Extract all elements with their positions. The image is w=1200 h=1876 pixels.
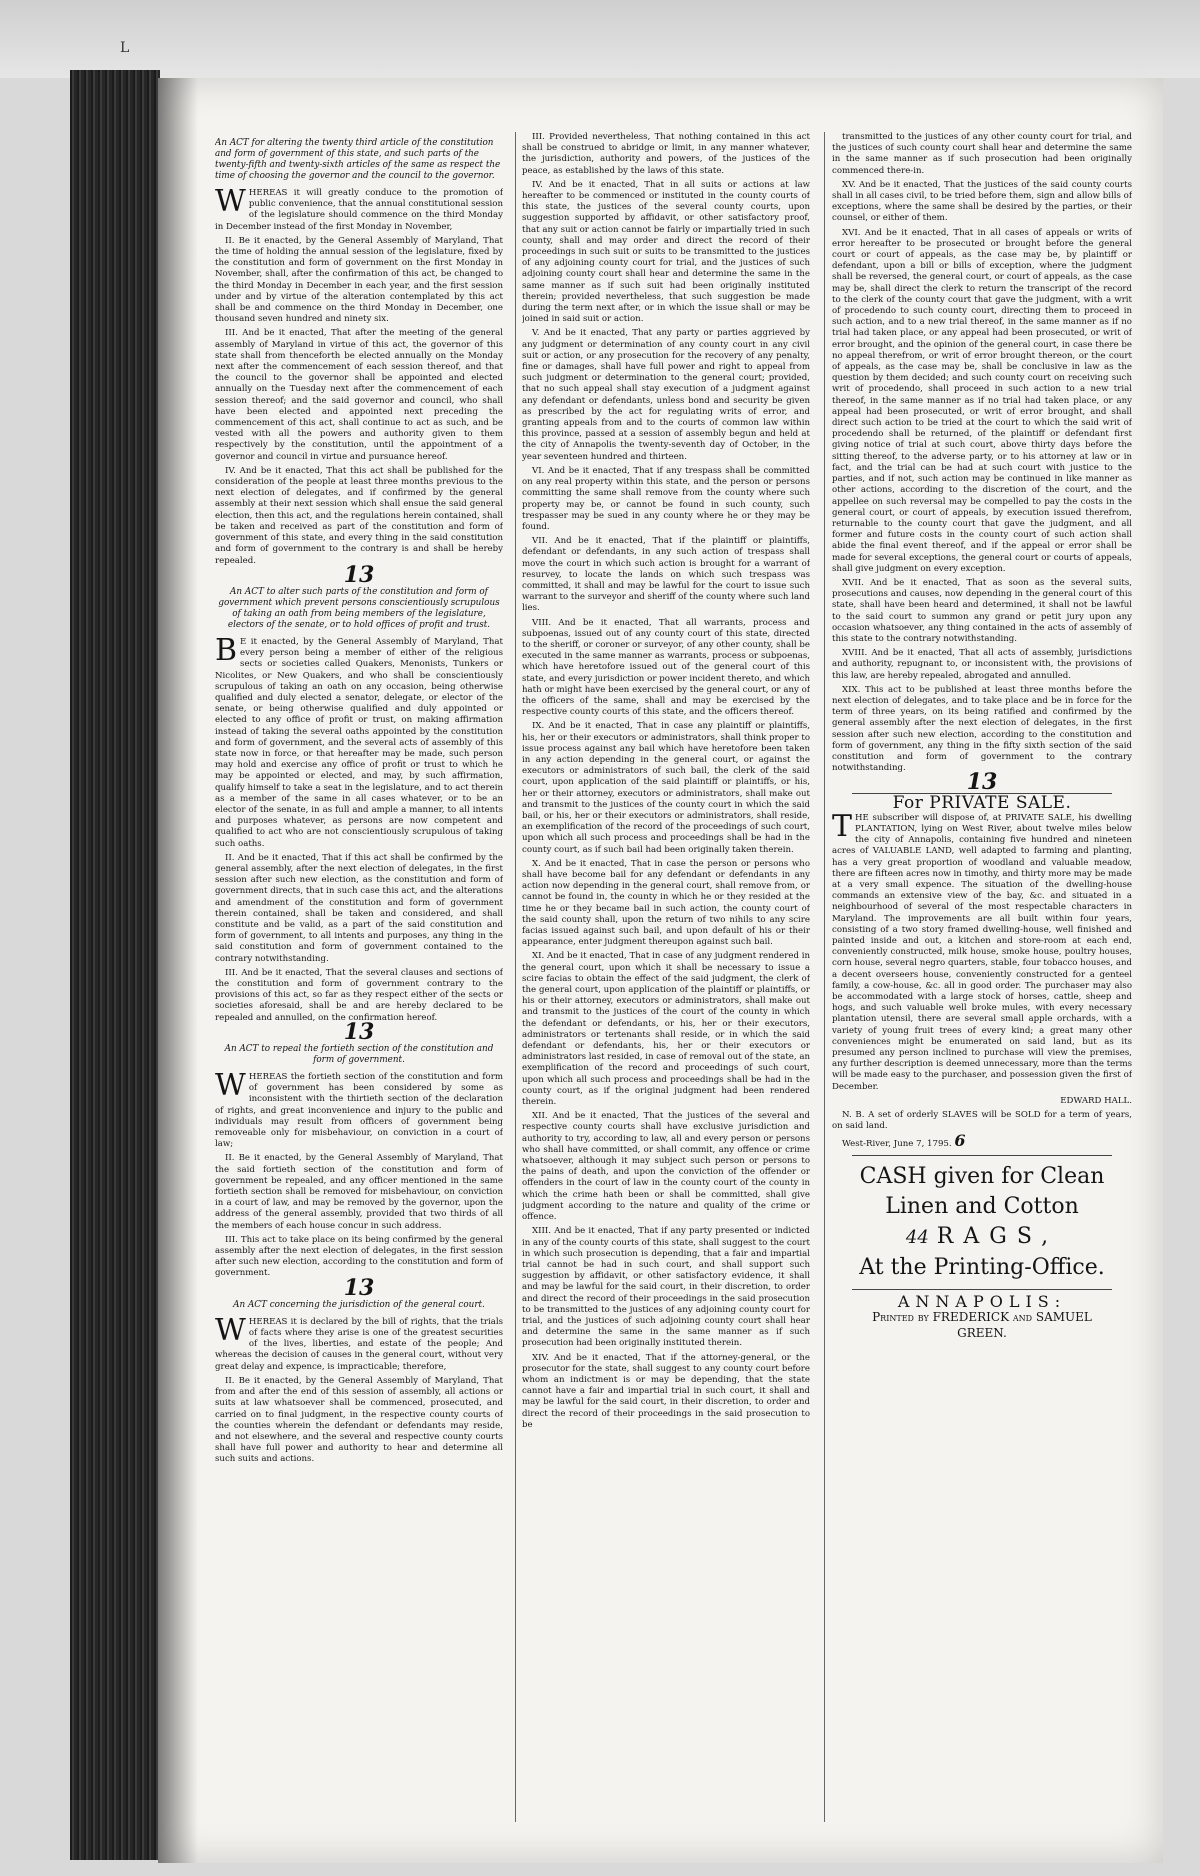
section: XII. And be it enacted, That the justices of the several and respective county courts shall have exclusive jurisdiction and authority to try, according to law, all and every person or persons who shall have committed, or shall commit, any offence or crime whatsoever, although it may subject such person or persons to the pains of death, and upon the conviction of the offender or offenders in the court of law in the county court of the county in which the crime hath been or shall be committed, shall give judgment according to the nature and quality of the crime or offence.: [522, 1111, 810, 1223]
act-title: An ACT to repeal the fortieth section of the constitution and form of government.: [224, 1044, 494, 1066]
section: IV. And be it enacted, That in all suits or actions at law hereafter to be commenced or instituted in the county courts of this state, the justices of the several county courts, upon suggestion supported by affidavit, or other satisfactory proof, that any suit or action cannot be fairly or impartially tried in such county, shall and may order and direct the record of their proceedings in such suit or suits to be transmitted to the justices of any adjoining county court for trial, and the justices of such adjoining county court shall hear and determine the same in the same manner as if such suit had been originally instituted therein; provided nevertheless, that such suggestion be made during the term next after, or in which the issue shall or may be joined in said suit or action.: [522, 179, 810, 325]
section: X. And be it enacted, That in case the person or persons who shall have become bail for any defendant or defendants in any action now depending in the general court, shall remove from, or cannot be found in, the county in which he or they resided at the time he or they became bail in such action, the county court of the said county shall, upon the return of two nihils to any scire facias issued against such bail, and upon default of his or their appearance, enter judgment thereupon against such bail.: [522, 858, 810, 948]
cash-line: At the Printing-Office.: [859, 1254, 1105, 1280]
column-rule-1: [515, 132, 516, 1822]
section: XVIII. And be it enacted, That all acts of assembly, jurisdictions and authority, repugnant to, or inconsistent with, the provisions of this law, are hereby repealed, abrogated and annulled.: [832, 648, 1132, 681]
cash-line: CASH given for Clean: [859, 1163, 1105, 1189]
preamble: WHEREAS the fortieth section of the constitution and form of government has been considered by some as inconsistent with the thirtieth section of the declaration of rights, and great inconvenience and injury to the public and individuals may result from officers of government being removeable only for misbehaviour, on conviction in a court of law;: [215, 1068, 503, 1150]
section: II. Be it enacted, by the General Assembly of Maryland, That the said fortieth section of the constitution and form of government be repealed, and any officer mentioned in the same fortieth section shall be removed for misbehaviour, on conviction in a court of law, and may be removed by the governor, upon the address of the general assembly, provided that two thirds of all the members of each house concur in such address.: [215, 1153, 503, 1231]
section: II. Be it enacted, by the General Assembly of Maryland, That from and after the end of this session of assembly, all actions or suits at law whatsoever shall be commenced, prosecuted, and carried on to final judgment, in the respective county courts of the counties wherein the defendant or defendants may reside, and not elsewhere, and the several and respective county courts shall have full power and authority to hear and determine all such suits and actions.: [215, 1375, 503, 1465]
sale-advertisement: THE subscriber will dispose of, at PRIVATE SALE, his dwelling PLANTATION, lying on West River, about twelve miles below the city of Annapolis, containing five hundred and nineteen acres of VALUABLE LAND, well adapted to farming and planting, has a very great proportion of woodland and valuable meadow, there are fifteen acres now in timothy, and thirty more may be made at a very small expence. The situation of the dwelling-house commands an extensive view of the bay, &c. and situated in a neighbourhood of several of the most respectable characters in Maryland. The improvements are all built within four years, consisting of a two story framed dwelling-house, well finished and painted inside and out, a kitchen and store-room at each end, conveniently constructed, milk house, smoke house, poultry houses, corn house, several negro quarters, stable, four tobacco houses, and a decent overseers house, conveniently constructed for a genteel family, a cow-house, &c. all in good order. The purchaser may also be accommodated with a large stock of horses, cattle, sheep and hogs, and such valuable well broke mules, with every necessary plantation utensil, there are several small apple orchards, with a variety of young fruit trees of every kind; a great many other conveniences might be enumerated on said land, but as its presumed any person inclined to purchase will view the premises, any further description is deemed unnecessary, more than the terms will be made easy to the purchaser, and possession given the first of December.: [832, 808, 1132, 1092]
section: V. And be it enacted, That any party or parties aggrieved by any judgment or determination of any county court in any civil suit or action, or any prosecution for the recovery of any penalty, fine or damages, shall have full power and right to appeal from such judgment or determination to the general court; provided, that no such appeal shall stay execution of a judgment against any defendant or defendants, unless bond and security be given as prescribed by the act for regulating writs of error, and granting appeals from and to the courts of common law within this province, passed at a session of assembly begun and held at the city of Annapolis the twenty-seventh day of October, in the year seventeen hundred and thirteen.: [522, 328, 810, 462]
section: XVI. And be it enacted, That in all cases of appeals or writs of error hereafter to be prosecuted or brought before the general court or court of appeals, as the case may be, by plaintiff or defendant, upon a bill or bills of exception, where the judgment shall be reversed, the general court, or court of appeals, as the case may be, shall direct the clerk to return the transcript of the record to the clerk of the county court that gave the judgment, with a writ of procedendo to such county court, directing them to proceed in such action, and to a new trial thereof, in the same manner as if no trial had taken place, or any appeal had been prosecuted, or writ of error brought, and the opinion of the general court, in case there be no appeal therefrom, or writ of error brought thereon, or the court of appeals, as the case may be, shall be conclusive in law as the question by them decided; and such county court on receiving such writ of procedendo, shall proceed in such action to a new trial thereof, in the same manner as if no trial had taken place, or any appeal had been prosecuted, or writ of error brought, and shall direct such action to be tried at the court to which the said writ of procedendo shall be returned, of the plaintiff or defendant first giving notice of trial at such court, above thirty days before the sitting thereof, to the adverse party, or to his attorney at law or in fact, and the trial can be had at such court with justice to the parties, and if not, such action may be continued in like manner as other actions, according to the discretion of the court, and the appellee on such reversal may be compelled to pay the costs in the general court, or court of appeals, by execution issued therefrom, returnable to the county court that gave the judgment, and all former and future costs in the county court of such action shall abide the final event thereof, and if the appeal or error shall be made for several exceptions, the general court or courts of appeals, shall give judgment on every exception.: [832, 227, 1132, 574]
preamble: WHEREAS it is declared by the bill of rights, that the trials of facts where they arise is one of the greatest securities of the lives, liberties, and estate of the people; And whereas the decision of causes in the general court, without very great delay and expence, is impracticable; therefore,: [215, 1312, 503, 1372]
preamble: WHEREAS it will greatly conduce to the promotion of public convenience, that the annual constitutional session of the legislature should commence on the third Monday in December instead of the first Monday in November,: [215, 184, 503, 232]
book-binding: [70, 70, 160, 1860]
imprint-printer: GREEN.: [957, 1325, 1007, 1340]
handwritten-mark: 13: [343, 1274, 375, 1301]
advertiser-name: EDWARD HALL.: [1060, 1095, 1132, 1106]
section: IX. And be it enacted, That in case any plaintiff or plaintiffs, his, her or their executors or administrators, shall think proper to issue process against any bail which have heretofore been taken in any action depending in the general court, or against the executors or administrators of such bail, the clerk of the said court, upon application of the said plaintiff or plaintiffs, or his, her or their attorney, executors or administrators, shall make out and transmit to the justices of the county court in which the said bail, or his, her or their executors or administrators, shall reside, an exemplification of the record of the proceedings of such court, upon which all such process and proceedings shall be had in the county court, as if such bail had been originally taken therein.: [522, 721, 810, 855]
column-3: [832, 132, 1132, 1846]
section: IV. And be it enacted, That this act shall be published for the consideration of the people at least three months previous to the next election of delegates, and if confirmed by the general assembly at their next session which shall ensue the said general election, then this act, and the regulations herein contained, shall be taken and received as part of the constitution and form of government of this state, and every thing in the said constitution and form of government to the contrary is and shall be hereby repealed.: [215, 465, 503, 566]
column-rule-2: [824, 132, 825, 1822]
section: VIII. And be it enacted, That all warrants, process and subpoenas, issued out of any county court of this state, directed to the sheriff, or coroner or surveyor, of any other county, shall be executed in the same manner as warrants, process or subpoenas, which have heretofore issued out of the general court of this state, and every jurisdiction or power incident thereto, and which hath or might have been exercised by the general court, or any of the officers of the same, shall and may be exercised by the respective county courts of this state, and the officers thereof.: [522, 617, 810, 718]
section: III. Provided nevertheless, That nothing contained in this act shall be construed to abridge or limit, in any manner whatever, the jurisdiction, authority and powers, of the justices of the peace, as established by the laws of this state.: [522, 132, 810, 176]
section: XI. And be it enacted, That in case of any judgment rendered in the general court, upon which it shall be necessary to issue a scire facias to obtain the effect of the said judgment, the clerk of the general court, upon application of the plaintiff or plaintiffs, or his or their attorney, executors or administrators, shall make out and transmit to the justices of the court of the county in which the defendant or defendants, or his, her or their executors, administrators or tertenants shall reside, or in which the said defendant or defendants, his, her or their executors or administrators last resided, in case of removal out of the state, an exemplification of the record and proceedings of such court, upon which all such process and proceedings shall be had in the county court, as if the original judgment had been rendered therein.: [522, 951, 810, 1108]
imprint-printer: Printed by FREDERICK and SAMUEL: [872, 1309, 1092, 1324]
section: XIX. This act to be published at least three months before the next election of delegates, and to take place and be in force for the term of three years, on its being ratified and confirmed by the general assembly after the next election of delegates, in the first session after such new election, according to the constitution and form of government, any thing in the fifty sixth section of the said constitution and form of government to the contrary notwithstanding.: [832, 684, 1132, 774]
act-title: An ACT concerning the jurisdiction of the general court.: [233, 1299, 485, 1310]
scan-background: [0, 0, 1200, 78]
section: XIII. And be it enacted, That if any party presented or indicted in any of the county courts of this state, shall suggest to the court in which such prosecution is depending, that a fair and impartial trial cannot be had in such court, and shall support such suggestion by affidavit, or other satisfactory evidence, it shall and may be lawful for the said court, in their discretion, to order and direct the record of their proceedings in the said prosecution to be transmitted to the justices of any adjoining county court for trial, and the justices of such adjoining county court shall hear and determine the same in the same manner as if such prosecution had been originally instituted therein.: [522, 1226, 810, 1349]
section: B E it enacted, by the General Assembly of Maryland, That every person being a member of either of the religious sects or societies called Quakers, Menonists, Tunkers or Nicolites, or New Quakers, and who shall be conscientiously scrupulous of taking an oath on any occasion, being otherwise qualified and duly elected a senator, delegate, or elector of the senate, or being otherwise qualified and duly appointed or elected to any office of profit or trust, on making affirmation instead of taking the several oaths appointed by the constitution and form of government, and the several acts of assembly of this state now in force, or that hereafter may be made, such person may hold and exercise any office of profit or trust to which he may be appointed or elected, and may, by such affirmation, qualify himself to take a seat in the legislature, and to act therein as a member of the same in all cases whatever, or to be an elector of the senate, in as full and ample a manner, to all intents and purposes whatever, as persons are now competent and qualified to act who are not conscientiously scrupulous of taking such oaths.: [215, 632, 503, 849]
section: III. This act to take place on its being confirmed by the general assembly after the next election of delegates, in the first session after such new election, according to the constitution and form of government.: [215, 1234, 503, 1279]
section: XVII. And be it enacted, That as soon as the several suits, prosecutions and causes, now depending in the general court of this state, shall have been heard and determined, it shall not be lawful to the said court to summon any grand or petit jury upon any occasion whatsoever, any thing contained in the acts of assembly of this state to the contrary notwithstanding.: [832, 577, 1132, 644]
section: transmitted to the justices of any other county court for trial, and the justices of such county court shall hear and determine the same in the same manner as if such prosecution had been originally commenced there-in.: [832, 132, 1132, 176]
rags-advertisement: [832, 1162, 1132, 1283]
sale-heading: For PRIVATE SALE.: [892, 792, 1072, 813]
handwritten-mark: 13: [966, 769, 998, 796]
divider: [852, 1155, 1112, 1156]
section: XV. And be it enacted, That the justices of the said county courts shall in all cases civil, to be tried before them, sign and allow bills of exceptions, where the same shall be desired by the parties, or their counsel, or either of them.: [832, 179, 1132, 224]
rags-word: RAGS,: [936, 1223, 1059, 1249]
handwritten-mark: 6: [954, 1131, 966, 1151]
handwritten-mark: 13: [343, 561, 375, 588]
column-2: [522, 132, 810, 1846]
section: III. And be it enacted, That the several clauses and sections of the constitution and form of government contrary to the provisions of this act, so far as they respect either of the sects or societies aforesaid, shall be and are hereby declared to be repealed and annulled, on the confirmation hereof.: [215, 967, 503, 1023]
cash-line: Linen and Cotton: [885, 1193, 1079, 1219]
gutter-shadow: [158, 78, 198, 1863]
section: II. Be it enacted, by the General Assembly of Maryland, That the time of holding the annual session of the legislature, fixed by the constitution and form of government on the first Monday in November, shall, after the confirmation of this act, be changed to the third Monday in December in each year, and the first session under and by virtue of the alteration contemplated by this act shall be and commence on the third Monday in December, one thousand seven hundred and ninety six.: [215, 235, 503, 325]
sale-note: N. B. A set of orderly SLAVES will be SOLD for a term of years, on said land.: [832, 1110, 1132, 1132]
section: II. And be it enacted, That if this act shall be confirmed by the general assembly, after the next election of delegates, in the first session after such new election, as the constitution and form of government directs, that in such case this act, and the alterations and amendment of the constitution and form of government therein contained, shall be taken and considered, and shall constitute and be valid, as a part of the said constitution and form of government, to all intents and purposes, any thing in the said constitution and form of government contained to the contrary notwithstanding.: [215, 852, 503, 964]
section: III. And be it enacted, That after the meeting of the general assembly of Maryland in virtue of this act, the governor of this state shall from thenceforth be elected annually on the Monday next after the commencement of each session thereof, and that the council to the governor shall be appointed and elected annually on the Tuesday next after the commencement of each session thereof; and the said governor and council, who shall have been elected and appointed next preceding the commencement of this act, shall continue to act as such, and be vested with all the powers and authority given to them respectively by the constitution, until the appointment of a governor and council in virtue and pursuance hereof.: [215, 328, 503, 462]
imprint-city: ANNAPOLIS:: [897, 1291, 1067, 1311]
column-1: [215, 132, 503, 1846]
act-title: An ACT for altering the twenty third article of the constitution and form of government of this state, and such parts of the twenty-fifth and twenty-sixth articles of the same as respect the time of choosing the governor and the council to the governor.: [215, 138, 501, 181]
sale-dateline: West-River, June 7, 1795. 6: [842, 1131, 966, 1151]
corner-mark: L: [120, 40, 130, 56]
handwritten-mark: 44: [905, 1226, 929, 1248]
section: VI. And be it enacted, That if any trespass shall be committed on any real property within this state, and the person or persons committing the same shall remove from the county where such property may be, or cannot be found in such county, such trespasser may be sued in any county where he or they may be found.: [522, 465, 810, 532]
divider: [852, 1289, 1112, 1290]
act-title: An ACT to alter such parts of the constitution and form of government which prevent persons conscientiously scrupulous of taking an oath from being members of the legislature, electors of the senate, or to hold offices of profit and trust.: [218, 586, 500, 630]
handwritten-mark: 13: [343, 1018, 375, 1045]
section: VII. And be it enacted, That if the plaintiff or plaintiffs, defendant or defendants, in any such action of trespass shall move the court in which such action is brought for a warrant of resurvey, to locate the lands on which such trespass was committed, it shall and may be lawful for the court to issue such warrant to the surveyor and sheriff of the county where such land lies.: [522, 536, 810, 614]
section: XIV. And be it enacted, That if the attorney-general, or the prosecutor for the state, shall suggest to any county court before whom an indictment is or may be depending, that the state cannot have a fair and impartial trial in such court, it shall and may be lawful for the said court, in their discretion, to order and direct the record of their proceedings in the said prosecution to be: [522, 1352, 810, 1430]
